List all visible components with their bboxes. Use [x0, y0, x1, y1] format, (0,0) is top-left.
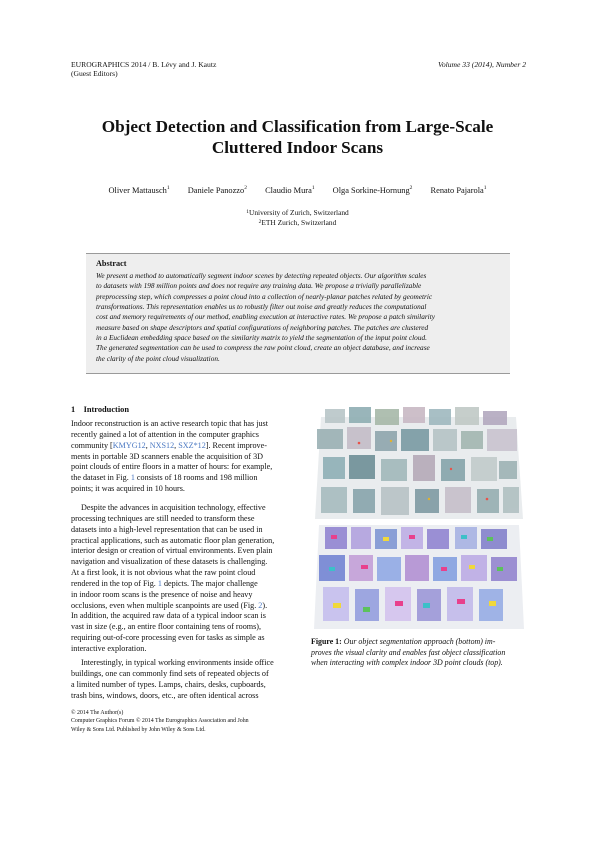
author: Daniele Panozzo$^2$ [187, 185, 247, 195]
figure-ref-link[interactable]: 1 [157, 578, 162, 588]
citation-link[interactable]: KMYG12 [112, 440, 146, 450]
citation-link[interactable]: NXS12 [149, 440, 175, 450]
paper-title [60, 117, 535, 158]
abstract-box [86, 253, 510, 374]
paragraph-3: Interestingly, in typical working environments inside office buildings, one can commonly find sets of repeated objects of a limited number of types. Lamps, chairs, desks, cupboards, trash bins, windows, doors, etc., are often identical across [71, 658, 274, 700]
abstract-line: cost and memory requirements of our method, enabling execution at interactive rates. We propose a patch similarity [96, 312, 435, 322]
author: Olga Sorkine-Hornung$^2$ [332, 185, 413, 195]
section-heading [71, 405, 129, 414]
abstract-line: measure based on shape descriptors and spatial configurations of neighboring patches. The patches are clustered [96, 322, 429, 332]
author: Claudio Mura$^1$ [265, 185, 315, 195]
abstract-line: preprocessing step, which compresses a point cloud into a collection of nearly-planar patches related by geometric [96, 291, 433, 301]
copyright-line: © 2014 The Author(s) [71, 710, 124, 716]
abstract-bottom-rule [86, 373, 510, 374]
abstract-top-rule [86, 253, 510, 254]
running-header-left [71, 60, 216, 79]
section-title: Introduction [83, 405, 130, 414]
affiliation: $^2$ETH Zurich, Switzerland [258, 218, 337, 227]
figure-1-image [311, 403, 527, 631]
affiliations [60, 208, 535, 228]
abstract-line: transformations. This representation enables us to robustly filter out noise and greatly reduces the computational [96, 302, 427, 312]
citation-link[interactable]: SXZ*12 [178, 440, 206, 450]
title-line-2: Cluttered Indoor Scans [211, 137, 384, 157]
abstract-line: We present a method to automatically segment indoor scenes by detecting repeated objects. Our algorithm scales [96, 271, 427, 280]
copyright-footer [71, 709, 297, 734]
copyright-line: Wiley & Sons Ltd. Published by John Wiley & Sons Ltd. [71, 726, 206, 733]
copyright-line: Computer Graphics Forum © 2014 The Eurographics Association and John [71, 718, 249, 725]
author: Renato Pajarola$^1$ [430, 185, 487, 195]
raw-point-cloud-render [315, 407, 523, 519]
volume-number: Volume 33 (2014), Number 2 [438, 60, 526, 69]
paragraph-1: Indoor reconstruction is an active research topic that has just recently gained a lot of attention in the computer graphics community [KMYG12, NXS12, SXZ*12]. Recent improve- ments in portable 3D scanners enable the acquisition of 3D point clouds of entire floors in a matter of hours: for example, the dataset in Fig. 1 consists of 18 rooms and 198 million points; it was acquired in 10 hours. [71, 419, 273, 494]
conference-editors: EUROGRAPHICS 2014 / B. Lévy and J. Kautz [71, 60, 217, 69]
figure-ref-link[interactable]: 2 [258, 600, 263, 610]
affiliation: $^1$University of Zurich, Switzerland [246, 208, 349, 217]
figure-1-caption: Figure 1: Our object segmentation approach (bottom) im- proves the visual clarity and enables fast object classification when interacting with complex indoor 3D point clouds (top). [311, 637, 506, 668]
guest-editors: (Guest Editors) [71, 69, 118, 79]
figure-label: Figure 1: [311, 637, 342, 646]
figure-ref-link[interactable]: 1 [130, 473, 135, 483]
abstract-heading: Abstract [96, 259, 127, 268]
title-line-1: Object Detection and Classification from Large-Scale [101, 117, 494, 136]
abstract-text [96, 271, 504, 364]
paragraph-2: Despite the advances in acquisition technology, effective processing techniques are still needed to transform these datasets into a high-level representation that can be used in practical applications, such as automatic floor plan generation, interior design or creation of virtual environments. Even plain navigation and visualization of these datasets is challenging. At a first look, it is not obvious what the raw point cloud rendered in the top of Fig. 1 depicts. The major challenge in indoor room scans is the presence of noise and heavy occlusions, even when multiple scanpoints are used (Fig. 2). In addition, the acquired raw data of a typical indoor scan is vast in size (e.g., an entire floor containing tens of rooms), requiring out-of-core processing even for tasks as simple as interactive exploration. [71, 503, 275, 653]
author-list [60, 186, 535, 195]
segmented-point-cloud-render [314, 525, 524, 629]
author: Oliver Mattausch$^1$ [108, 185, 170, 195]
abstract-line: in a Euclidean embedding space based on the similarity matrix to yield the segmentation of the input point cloud. [96, 333, 427, 343]
abstract-line: the clarity of the point cloud visualization. [96, 353, 220, 363]
abstract-line: The generated segmentation can be used to compress the raw point cloud, create an object database, and increase [96, 343, 430, 353]
abstract-line: to datasets with 198 million points and does not require any training data. We propose a trivially parallelizable [96, 281, 422, 291]
section-number: 1 [71, 405, 76, 414]
